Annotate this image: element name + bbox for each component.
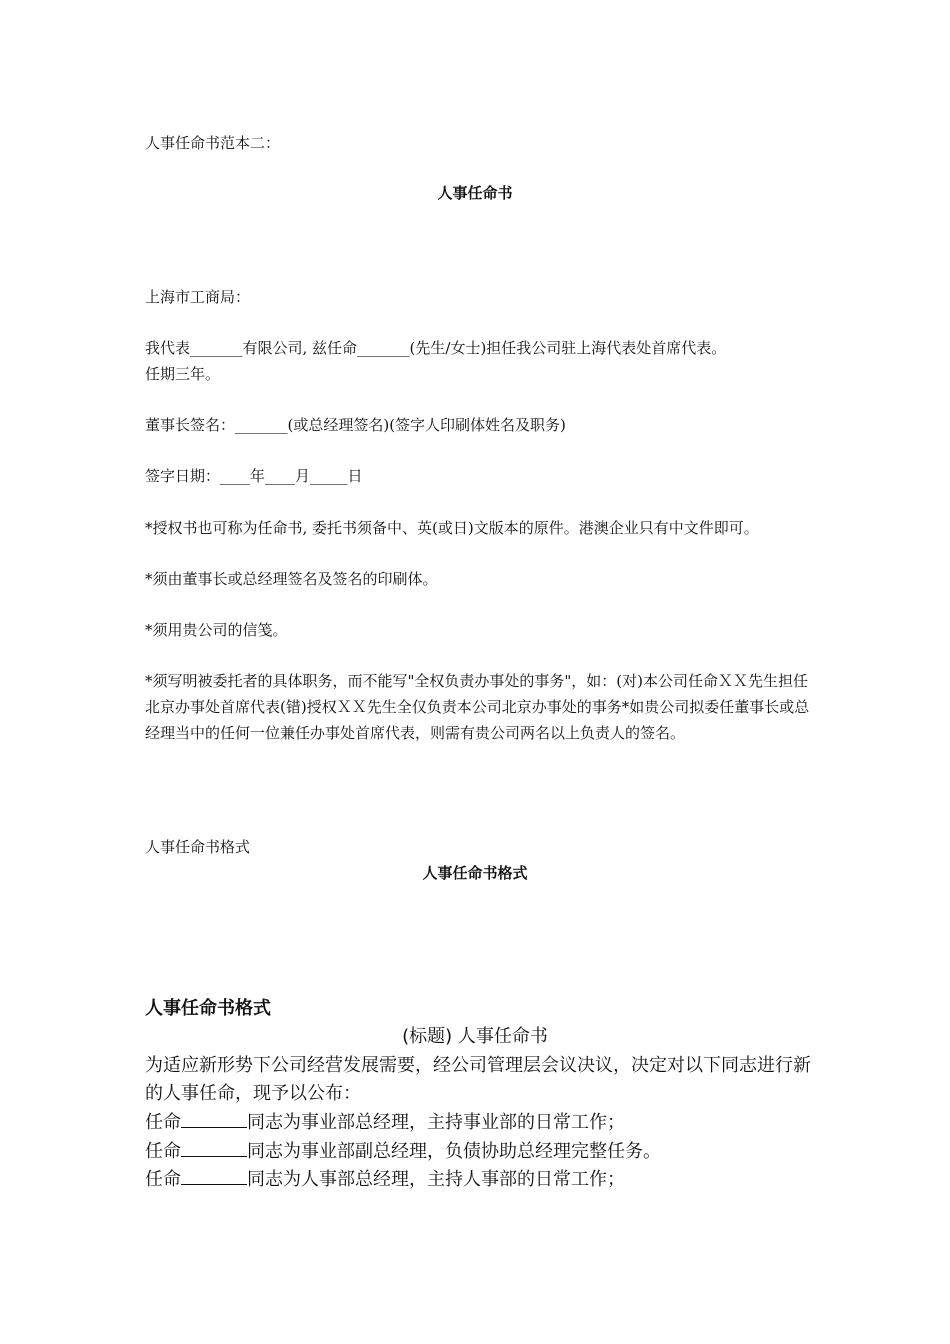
note-authorization: *授权书也可称为任命书, 委托书须备中、英(或日)文版本的原件。港澳企业只有中文件即可。: [145, 519, 759, 537]
appointment-prefix: 任命: [145, 1112, 181, 1133]
name-blank: [181, 1138, 247, 1157]
format-subtitle: (标题) 人事任命书: [402, 1026, 548, 1047]
note-signature: *须由董事长或总经理签名及签名的印刷体。: [145, 570, 438, 588]
date-line: 签字日期：____年____月_____日: [145, 467, 363, 485]
name-blank: [181, 1109, 247, 1128]
document-title: 人事任命书: [437, 184, 513, 202]
format-title: 人事任命书格式: [422, 864, 528, 882]
appointment-item: [145, 1166, 625, 1194]
note-letterhead: *须用贵公司的信笺。: [145, 621, 288, 639]
appointment-text: 同志为人事部总经理，主持人事部的日常工作；: [247, 1169, 625, 1190]
term-line: 任期三年。: [145, 365, 221, 383]
sample-intro-label: 人事任命书范本二：: [145, 134, 281, 152]
appointment-prefix: 任命: [145, 1141, 181, 1162]
appointment-text: 同志为事业部总经理，主持事业部的日常工作；: [247, 1112, 625, 1133]
note-duties: *须写明被委托者的具体职务，而不能写"全权负责办事处的事务"，如：(对)本公司任命ＸＸ先生担任北京办事处首席代表(错)授权ＸＸ先生全仅负责本公司北京办事处的事务*如贵公司拟委任董事长或总经理当中的任何一位兼任办事处首席代表，则需有贵公司两名以上负责人的签名。: [145, 672, 810, 742]
format-label: 人事任命书格式: [145, 838, 251, 856]
addressee: 上海市工商局：: [145, 288, 251, 306]
format-heading: 人事任命书格式: [145, 998, 271, 1019]
name-blank: [181, 1166, 247, 1185]
appointment-item: [145, 1109, 625, 1137]
appointment-item: [145, 1138, 661, 1166]
appointment-text: 同志为事业部副总经理，负债协助总经理完整任务。: [247, 1141, 661, 1162]
format-intro: 为适应新形势下公司经营发展需要，经公司管理层会议决议，决定对以下同志进行新的人事任命，现予以公布：: [145, 1055, 811, 1104]
appointment-prefix: 任命: [145, 1169, 181, 1190]
signature-line: 董事长签名：_______(或总经理签名)(签字人印刷体姓名及职务): [145, 416, 566, 434]
appointment-line: 我代表_______有限公司, 兹任命_______(先生/女士)担任我公司驻上海代表处首席代表。: [145, 339, 727, 357]
